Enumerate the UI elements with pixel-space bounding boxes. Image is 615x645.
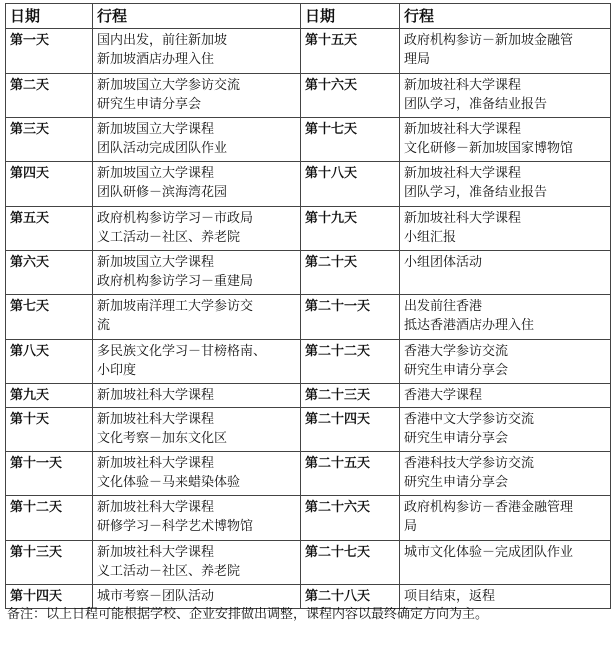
plan-line: 理局: [404, 52, 431, 67]
plan-cell: [93, 295, 301, 340]
itinerary-table: [5, 3, 611, 609]
plan-line: 新加坡国立大学课程: [97, 122, 215, 137]
day-cell: 第二十二天: [301, 340, 400, 384]
plan-line: 香港大学课程: [404, 388, 483, 403]
table-row: [6, 207, 611, 251]
plan-cell: [93, 29, 301, 74]
plan-cell: [93, 496, 301, 541]
plan-cell: [93, 162, 301, 207]
plan-line: 新加坡社科大学课程: [97, 545, 215, 560]
plan-cell: [400, 162, 611, 207]
plan-line: 新加坡社科大学课程: [97, 388, 215, 403]
plan-cell: [400, 295, 611, 340]
table-row: [6, 541, 611, 585]
table-row: [6, 295, 611, 340]
day-cell: 第十六天: [301, 74, 400, 118]
plan-line: 政府机构参访学习－市政局: [97, 211, 254, 226]
plan-line: 研究生申请分享会: [404, 475, 509, 490]
plan-cell: [400, 207, 611, 251]
day-cell: 第一天: [6, 29, 93, 74]
plan-header-left: 行程: [93, 4, 301, 29]
plan-line: 小组汇报: [404, 230, 457, 245]
day-cell: 第十九天: [301, 207, 400, 251]
table-row: [6, 29, 611, 74]
table-row: [6, 496, 611, 541]
plan-cell: [400, 118, 611, 162]
plan-line: 新加坡社科大学课程: [404, 78, 522, 93]
day-cell: 第十三天: [6, 541, 93, 585]
plan-cell: [93, 452, 301, 496]
day-cell: 第二十四天: [301, 408, 400, 452]
plan-line: 义工活动－社区、养老院: [97, 230, 241, 245]
plan-line: 小组团体活动: [404, 255, 483, 270]
plan-cell: [400, 452, 611, 496]
plan-line: 新加坡社科大学课程: [97, 412, 215, 427]
plan-cell: [93, 408, 301, 452]
table-row: [6, 74, 611, 118]
plan-cell: [400, 251, 611, 295]
day-cell: 第六天: [6, 251, 93, 295]
day-cell: 第二十六天: [301, 496, 400, 541]
plan-cell: [400, 384, 611, 408]
plan-line: 新加坡社科大学课程: [97, 500, 215, 515]
day-cell: 第十一天: [6, 452, 93, 496]
plan-line: 文化研修－新加坡国家博物馆: [404, 141, 574, 156]
day-cell: 第二十五天: [301, 452, 400, 496]
plan-line: 研修学习－科学艺术博物馆: [97, 519, 254, 534]
day-cell: 第七天: [6, 295, 93, 340]
plan-line: 流: [97, 318, 111, 333]
plan-line: 抵达香港酒店办理入住: [404, 318, 535, 333]
plan-line: 研究生申请分享会: [404, 431, 509, 446]
plan-line: 政府机构参访－香港金融管理: [404, 500, 574, 515]
day-cell: 第二十三天: [301, 384, 400, 408]
day-cell: 第三天: [6, 118, 93, 162]
date-header-right: 日期: [301, 4, 400, 29]
plan-line: 新加坡社科大学课程: [404, 211, 522, 226]
plan-line: 政府机构参访学习－重建局: [97, 274, 254, 289]
plan-line: 新加坡国立大学课程: [97, 166, 215, 181]
plan-cell: [400, 496, 611, 541]
plan-cell: [93, 251, 301, 295]
plan-cell: [400, 74, 611, 118]
plan-line: 新加坡社科大学课程: [404, 122, 522, 137]
header-row: [6, 4, 611, 29]
plan-line: 香港科技大学参访交流: [404, 456, 535, 471]
plan-line: 研究生申请分享会: [404, 363, 509, 378]
day-cell: 第八天: [6, 340, 93, 384]
plan-cell: [93, 541, 301, 585]
footnote: 备注：以上日程可能根据学校、企业安排做出调整，课程内容以最终确定方向为主。: [7, 607, 489, 622]
plan-line: 义工活动－社区、养老院: [97, 564, 241, 579]
plan-cell: [93, 207, 301, 251]
plan-line: 团队学习，准备结业报告: [404, 97, 548, 112]
day-cell: 第十七天: [301, 118, 400, 162]
table-row: [6, 408, 611, 452]
plan-line: 团队活动完成团队作业: [97, 141, 228, 156]
table-row: [6, 162, 611, 207]
day-cell: 第十天: [6, 408, 93, 452]
plan-line: 新加坡国立大学参访交流: [97, 78, 241, 93]
plan-line: 小印度: [97, 363, 137, 378]
day-cell: 第十二天: [6, 496, 93, 541]
day-cell: 第四天: [6, 162, 93, 207]
plan-line: 国内出发，前往新加坡: [97, 33, 228, 48]
table-row: [6, 251, 611, 295]
plan-cell: [400, 29, 611, 74]
day-cell: 第五天: [6, 207, 93, 251]
table-row: [6, 452, 611, 496]
plan-line: 文化体验－马来蜡染体验: [97, 475, 241, 490]
plan-line: 新加坡国立大学课程: [97, 255, 215, 270]
table-row: [6, 118, 611, 162]
plan-cell: [400, 541, 611, 585]
plan-line: 新加坡酒店办理入住: [97, 52, 215, 67]
day-cell: 第二十一天: [301, 295, 400, 340]
plan-cell: [93, 384, 301, 408]
day-cell: 第十八天: [301, 162, 400, 207]
day-cell: 第二十天: [301, 251, 400, 295]
plan-cell: [93, 340, 301, 384]
date-header-left: 日期: [6, 4, 93, 29]
table-row: [6, 340, 611, 384]
plan-cell: [93, 118, 301, 162]
day-cell: 第十五天: [301, 29, 400, 74]
day-cell: 第十四天: [6, 585, 93, 609]
table-row: [6, 384, 611, 408]
plan-header-right: 行程: [400, 4, 611, 29]
plan-line: 香港中文大学参访交流: [404, 412, 535, 427]
plan-cell: [93, 74, 301, 118]
plan-line: 政府机构参访－新加坡金融管: [404, 33, 574, 48]
plan-cell: [400, 408, 611, 452]
plan-line: 团队研修－滨海湾花园: [97, 185, 228, 200]
plan-line: 研究生申请分享会: [97, 97, 202, 112]
plan-line: 局: [404, 519, 418, 534]
plan-line: 香港大学参访交流: [404, 344, 509, 359]
plan-line: 城市考察－团队活动: [97, 589, 215, 604]
itinerary-body: [6, 29, 611, 609]
plan-line: 新加坡社科大学课程: [404, 166, 522, 181]
day-cell: 第二十八天: [301, 585, 400, 609]
plan-line: 多民族文化学习－甘榜格南、: [97, 344, 267, 359]
plan-line: 新加坡南洋理工大学参访交: [97, 299, 254, 314]
plan-line: 城市文化体验－完成团队作业: [404, 545, 574, 560]
plan-line: 文化考察－加东文化区: [97, 431, 228, 446]
day-cell: 第二十七天: [301, 541, 400, 585]
plan-line: 新加坡社科大学课程: [97, 456, 215, 471]
plan-line: 项目结束，返程: [404, 589, 496, 604]
plan-cell: [400, 340, 611, 384]
day-cell: 第二天: [6, 74, 93, 118]
day-cell: 第九天: [6, 384, 93, 408]
plan-line: 出发前往香港: [404, 299, 483, 314]
plan-line: 团队学习，准备结业报告: [404, 185, 548, 200]
